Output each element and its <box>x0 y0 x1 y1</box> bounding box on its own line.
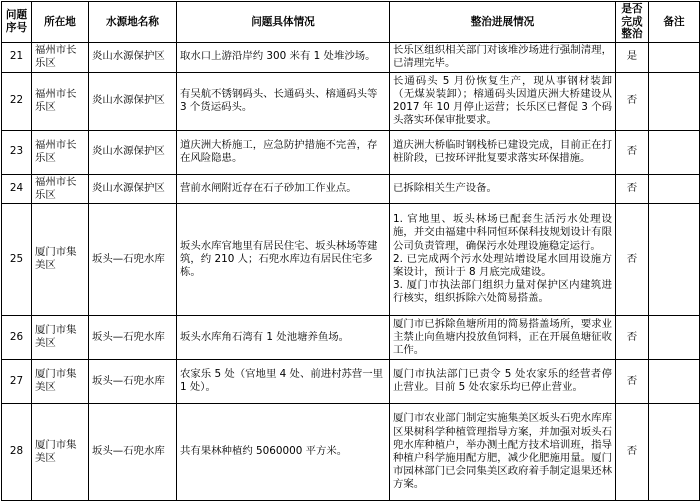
problem-description: 坂头水库角石湾有 1 处池塘养鱼场。 <box>177 315 390 359</box>
problem-description: 共有果林种植约 5060000 平方米。 <box>177 403 390 500</box>
location: 厦门市集美区 <box>32 203 89 315</box>
water-source-name: 坂头—石兜水库 <box>89 315 177 359</box>
header-progress: 整治进展情况 <box>390 2 616 43</box>
progress-description <box>390 174 616 203</box>
water-source-name: 坂头—石兜水库 <box>89 359 177 403</box>
water-source-name: 炎山水源保护区 <box>89 72 177 130</box>
location: 厦门市集美区 <box>32 315 89 359</box>
progress-description <box>390 403 616 500</box>
problem-description: 营前水闸附近存在石子砂加工作业点。 <box>177 174 390 203</box>
progress-description <box>390 203 616 315</box>
remarks <box>649 315 700 359</box>
completed-status: 否 <box>616 403 649 500</box>
completed-status: 否 <box>616 359 649 403</box>
progress-line: 1. 官地里、坂头林场已配套生活污水处理设施，并交由福建中科同恒环保科技规划设计有限公司负责管理，确保污水处理设施稳定运行。 <box>393 213 612 252</box>
header-problem: 问题具体情况 <box>177 2 390 43</box>
table-row <box>2 403 700 500</box>
header-water-source: 水源地名称 <box>89 2 177 43</box>
progress-description <box>390 42 616 72</box>
progress-description <box>390 72 616 130</box>
water-source-name: 炎山水源保护区 <box>89 174 177 203</box>
table-row <box>2 203 700 315</box>
problem-description: 道庆洲大桥施工，应急防护措施不完善，存在风险隐患。 <box>177 130 390 174</box>
table-row <box>2 174 700 203</box>
location: 福州市长乐区 <box>32 130 89 174</box>
header-location: 所在地 <box>32 2 89 43</box>
progress-line: 厦门市执法部门已责令 5 处农家乐的经营者停止营业。目前 5 处农家乐均已停止营业。 <box>393 368 612 394</box>
progress-line: 2. 已完成两个污水处理站增设尾水回用设施方案设计，预计于 8 月底完成建设。 <box>393 252 612 278</box>
header-completed: 是否完成整治 <box>616 2 649 43</box>
progress-line: 长通码头 5 月份恢复生产，现从事钢材装卸（无煤炭装卸）；榕通码头因道庆洲大桥建设从 2017 年 10 月停止运营；长乐区已督促 3 个码头落实环保审批要求。 <box>393 74 612 127</box>
progress-line: 厦门市已拆除鱼塘所用的简易搭盖场所，要求业主禁止向鱼塘内投放鱼饲料，正在开展鱼塘征收工作。 <box>393 317 612 356</box>
remarks <box>649 42 700 72</box>
progress-description <box>390 130 616 174</box>
progress-line: 长乐区组织相关部门对该堆沙场进行强制清理，已清理完毕。 <box>393 43 612 69</box>
table-row <box>2 72 700 130</box>
remarks <box>649 174 700 203</box>
remediation-table <box>1 1 700 501</box>
progress-line: 3. 厦门市执法部门组织力量对保护区内建筑进行核实，组织拆除六处简易搭盖。 <box>393 279 612 305</box>
progress-line: 厦门市农业部门制定实施集美区坂头石兜水库库区果树科学种植管理指导方案，并加强对坂头石兜水库种植户，举办测土配方技术培训班，指导种植户科学施用配方肥，减少化肥施用量。厦门市园林部门已会同集美区政府着手制定退果还林方案。 <box>393 412 612 491</box>
table-row <box>2 130 700 174</box>
location: 厦门市集美区 <box>32 359 89 403</box>
table-row <box>2 359 700 403</box>
remarks <box>649 130 700 174</box>
completed-status: 否 <box>616 130 649 174</box>
completed-status: 否 <box>616 72 649 130</box>
header-remarks: 备注 <box>649 2 700 43</box>
location: 福州市长乐区 <box>32 42 89 72</box>
problem-description: 农家乐 5 处（官地里 4 处、前进村苏营一里 1 处）。 <box>177 359 390 403</box>
progress-line: 已拆除相关生产设备。 <box>393 182 497 195</box>
issue-number: 28 <box>2 403 32 500</box>
remarks <box>649 359 700 403</box>
table-row <box>2 315 700 359</box>
completed-status: 否 <box>616 174 649 203</box>
table-row <box>2 42 700 72</box>
water-source-name: 坂头—石兜水库 <box>89 403 177 500</box>
header-issue-number: 问题序号 <box>2 2 32 43</box>
header-row <box>2 2 700 43</box>
progress-description <box>390 315 616 359</box>
location: 福州市长乐区 <box>32 72 89 130</box>
problem-description: 有吴航不锈钢码头、长通码头、榕通码头等 3 个货运码头。 <box>177 72 390 130</box>
completed-status: 是 <box>616 42 649 72</box>
remarks <box>649 203 700 315</box>
issue-number: 23 <box>2 130 32 174</box>
progress-line: 道庆洲大桥临时钢栈桥已建设完成，目前正在打桩阶段，已按环评批复要求落实环保措施。 <box>393 138 612 164</box>
issue-number: 26 <box>2 315 32 359</box>
water-source-name: 炎山水源保护区 <box>89 42 177 72</box>
completed-status: 否 <box>616 203 649 315</box>
location: 厦门市集美区 <box>32 403 89 500</box>
problem-description: 取水口上游沿岸约 300 米有 1 处堆沙场。 <box>177 42 390 72</box>
water-source-name: 炎山水源保护区 <box>89 130 177 174</box>
remarks <box>649 403 700 500</box>
issue-number: 21 <box>2 42 32 72</box>
water-source-name: 坂头—石兜水库 <box>89 203 177 315</box>
progress-description <box>390 359 616 403</box>
issue-number: 24 <box>2 174 32 203</box>
issue-number: 25 <box>2 203 32 315</box>
completed-status: 否 <box>616 315 649 359</box>
problem-description: 坂头水库官地里有居民住宅、坂头林场等建筑，约 210 人；石兜水库边有居民住宅多栋。 <box>177 203 390 315</box>
location: 福州市长乐区 <box>32 174 89 203</box>
remarks <box>649 72 700 130</box>
issue-number: 27 <box>2 359 32 403</box>
issue-number: 22 <box>2 72 32 130</box>
